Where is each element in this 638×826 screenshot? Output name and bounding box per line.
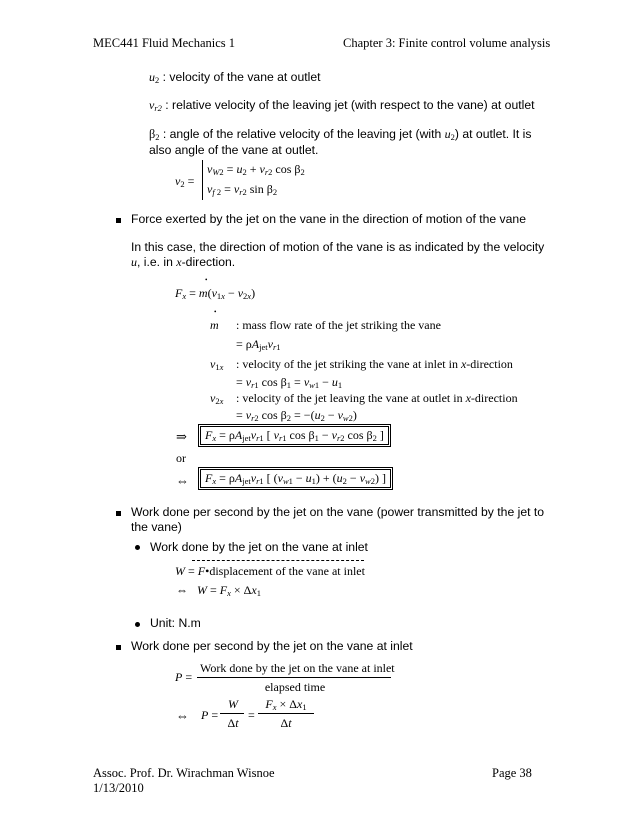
bullet-force bbox=[116, 218, 121, 223]
iff-arrow-2: ⇔ bbox=[176, 708, 189, 723]
def-beta2-line2: also angle of the vane at outlet. bbox=[149, 143, 319, 157]
bullet-unit bbox=[135, 622, 140, 627]
v2-lhs: $v_2$ = bbox=[175, 174, 195, 189]
frac-num: Work done by the jet on the vane at inlet bbox=[200, 661, 395, 675]
frac3-num: $F_x \times \Delta x_1$ bbox=[265, 697, 307, 712]
vector-overline bbox=[192, 560, 364, 561]
def-beta2: $\beta_2$ : angle of the relative velocity of the leaving jet (with $u_2$) at outlet. It is bbox=[149, 127, 532, 142]
sym-P: P = bbox=[175, 670, 193, 684]
def-u2: $u_2$ : velocity of the vane at outlet bbox=[149, 70, 321, 85]
frac-line-3 bbox=[258, 713, 314, 714]
work-heading: Work done per second by the jet on the vane (power transmitted by the jet to bbox=[131, 505, 545, 519]
mdot-eq: = $\rho A_{jet}v_{r1}$ bbox=[236, 337, 281, 352]
footer-page: Page 38 bbox=[492, 766, 532, 780]
force-case-line1: In this case, the direction of motion of the vane is as indicated by the velocity bbox=[131, 240, 545, 254]
footer-date: 1/13/2010 bbox=[93, 781, 144, 795]
frac3-den: Δt bbox=[280, 716, 292, 730]
eq-work-fx: ⇔ $W = F_x \times \Delta x_1$ bbox=[176, 583, 261, 598]
v1x-eq: = $v_{r1}$ $\cos \beta_1 = v_{w1} - u_1$ bbox=[236, 375, 343, 390]
bullet-work-inlet bbox=[135, 545, 140, 550]
header-chapter: Chapter 3: Finite control volume analysis bbox=[343, 36, 551, 50]
implies-arrow: ⇒ bbox=[176, 429, 187, 444]
mdot-dot-1: • bbox=[205, 276, 208, 284]
def-vr2: $v_{r2}$ : relative velocity of the leaving jet (with respect to the vane) at outlet bbox=[149, 98, 535, 113]
work-inlet-label: Work done by the jet on the vane at inlet bbox=[150, 540, 368, 554]
boxed-result-1: $F_x = \rho A_{jet}v_{r1}$ [ $v_{r1}$ $\cos \beta_1 - v_{r2}$ $\cos \beta_2$ ] bbox=[200, 426, 389, 445]
frac2-den: Δt bbox=[227, 716, 239, 730]
v2-brace bbox=[202, 160, 203, 200]
or-text: or bbox=[176, 451, 186, 465]
eq-sign: = bbox=[248, 708, 255, 722]
frac-line-2 bbox=[220, 713, 244, 714]
force-heading: Force exerted by the jet on the vane in the direction of motion of the vane bbox=[131, 212, 526, 226]
header-course: MEC441 Fluid Mechanics 1 bbox=[93, 36, 236, 50]
mdot-dot-2: • bbox=[214, 308, 217, 316]
sym-P-2: P = bbox=[201, 708, 219, 722]
eq-work-def: W = F•displacement of the vane at inlet bbox=[175, 564, 365, 578]
force-case-line2: u, i.e. in x-direction. bbox=[131, 255, 236, 269]
eq-fx-momentum: $F_x = m(v_{1x} - v_{2x})$ bbox=[175, 286, 256, 301]
sym-v2x: $v_{2x}$ bbox=[210, 391, 224, 406]
footer-author: Assoc. Prof. Dr. Wirachman Wisnoe bbox=[93, 766, 275, 780]
v2x-eq: = $v_{r2}$ $\cos \beta_2 = -(u_2 - v_{w2})$ bbox=[236, 408, 357, 423]
frac-line-1 bbox=[197, 677, 391, 678]
sym-mdot: m bbox=[210, 318, 219, 332]
bullet-power bbox=[116, 645, 121, 650]
work-heading-l2: the vane) bbox=[131, 520, 182, 534]
mdot-desc: : mass flow rate of the jet striking the vane bbox=[236, 318, 441, 332]
v2-row1: $v_{W2} = u_2 + v_{r2}$ $\cos \beta_2$ bbox=[207, 162, 305, 177]
bullet-work bbox=[116, 511, 121, 516]
iff-arrow: ⇔ bbox=[176, 473, 189, 488]
frac2-num: W bbox=[228, 697, 238, 711]
sym-v1x: $v_{1x}$ bbox=[210, 357, 224, 372]
v2x-desc: : velocity of the jet leaving the vane at outlet in x-direction bbox=[236, 391, 518, 405]
boxed-result-2: $F_x = \rho A_{jet}v_{r1}$ [ $(v_{w1} - u_1) + (u_2 - v_{w2})$ ] bbox=[200, 469, 391, 488]
unit-text: Unit: N.m bbox=[150, 616, 201, 630]
frac-den: elapsed time bbox=[264, 680, 326, 694]
v2-row2: $v_f$ $_2 = v_{r2}$ $\sin \beta_2$ bbox=[207, 182, 278, 197]
v1x-desc: : velocity of the jet striking the vane at inlet in x-direction bbox=[236, 357, 513, 371]
power-heading: Work done per second by the jet on the vane at inlet bbox=[131, 639, 413, 653]
